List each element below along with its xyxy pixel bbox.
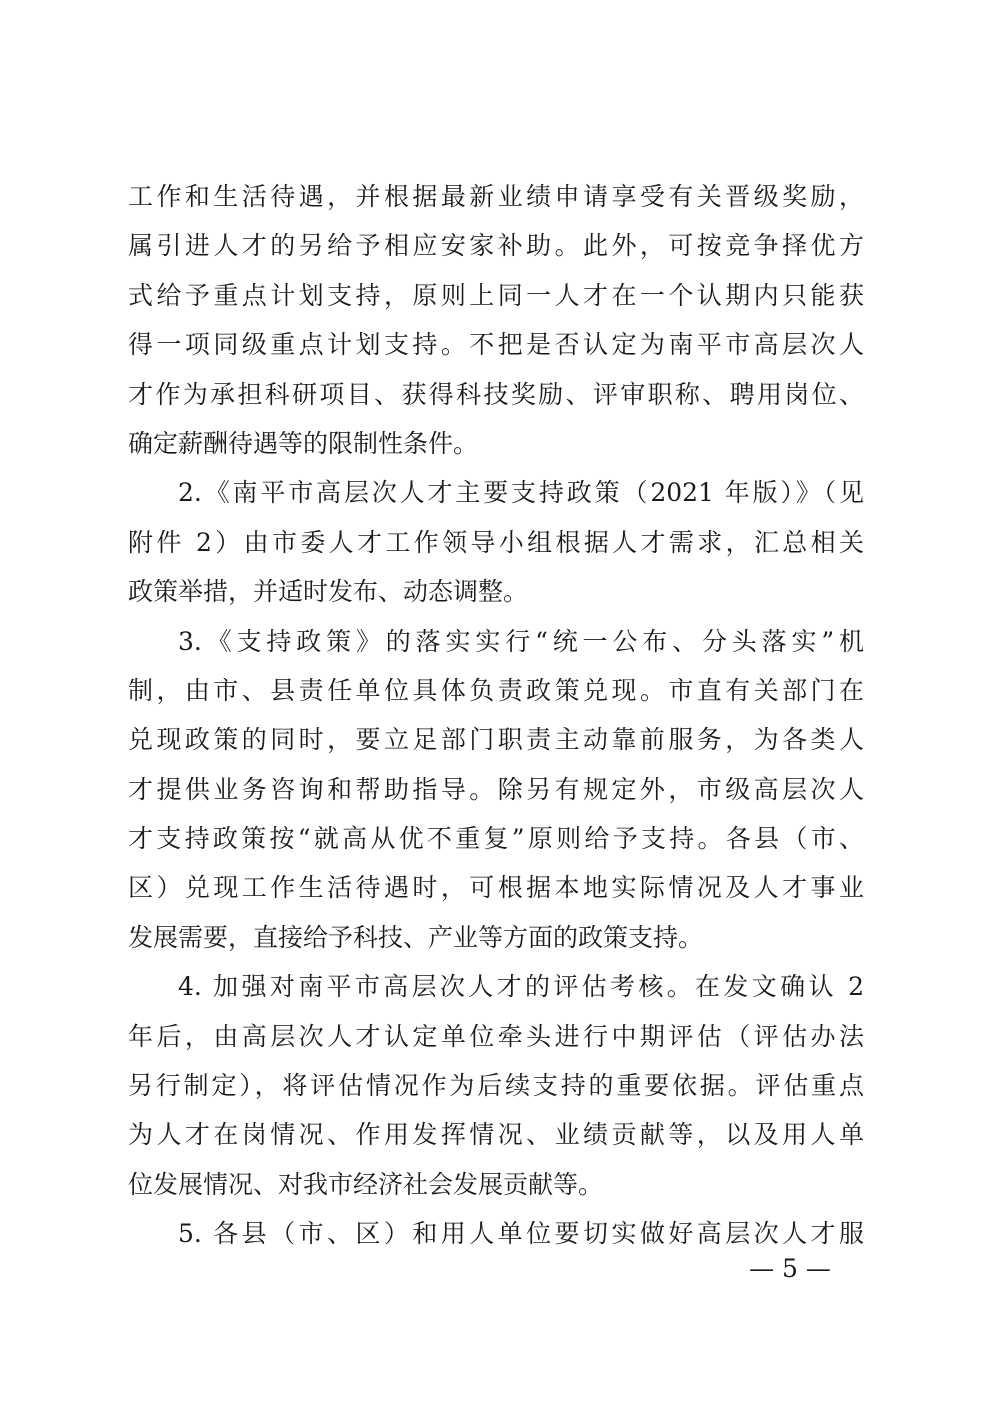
- paragraph-2-line: 政策举措，并适时发布、动态调整。: [128, 577, 529, 607]
- page-number: — 5 —: [749, 1254, 831, 1283]
- paragraph-2-line: 附件 2）由市委人才工作领导小组根据人才需求，汇总相关: [128, 527, 864, 557]
- paragraph-3-line: 发展需要，直接给予科技、产业等方面的政策支持。: [128, 922, 704, 952]
- body-line: 工作和生活待遇，并根据最新业绩申请享受有关晋级奖励，: [128, 182, 864, 211]
- paragraph-3-line: 才提供业务咨询和帮助指导。除另有规定外，市级高层次人: [128, 774, 864, 804]
- paragraph-3-line: 兑现政策的同时，要立足部门职责主动靠前服务，为各类人: [128, 725, 864, 755]
- body-line: 才作为承担科研项目、获得科技奖励、评审职称、聘用岗位、: [128, 379, 864, 409]
- paragraph-4-line: 为人才在岗情况、作用发挥情况、业绩贡献等，以及用人单: [128, 1120, 864, 1150]
- paragraph-4-line: 年后，由高层次人才认定单位牵头进行中期评估（评估办法: [128, 1021, 864, 1051]
- paragraph-5-line: 5. 各县（市、区）和用人单位要切实做好高层次人才服: [178, 1219, 864, 1249]
- body-line: 式给予重点计划支持，原则上同一人才在一个认期内只能获: [128, 280, 864, 310]
- paragraph-3-line: 才支持政策按“就高从优不重复”原则给予支持。各县（市、: [128, 824, 864, 854]
- paragraph-4-line: 另行制定），将评估情况作为后续支持的重要依据。评估重点: [128, 1071, 864, 1101]
- body-line: 得一项同级重点计划支持。不把是否认定为南平市高层次人: [128, 330, 864, 360]
- body-line: 确定薪酬待遇等的限制性条件。: [128, 428, 479, 458]
- body-line: 属引进人才的另给予相应安家补助。此外，可按竞争择优方: [128, 231, 864, 261]
- paragraph-3-line: 3.《支持政策》的落实实行“统一公布、分头落实”机: [178, 626, 864, 656]
- paragraph-3-line: 区）兑现工作生活待遇时，可根据本地实际情况及人才事业: [128, 873, 864, 903]
- paragraph-4-line: 位发展情况、对我市经济社会发展贡献等。: [128, 1169, 604, 1199]
- paragraph-2-line: 2.《南平市高层次人才主要支持政策（2021 年版）》（见: [178, 478, 864, 508]
- paragraph-3-line: 制，由市、县责任单位具体负责政策兑现。市直有关部门在: [128, 675, 864, 705]
- document-body: [128, 172, 864, 1259]
- paragraph-4-line: 4. 加强对南平市高层次人才的评估考核。在发文确认 2: [178, 972, 864, 1002]
